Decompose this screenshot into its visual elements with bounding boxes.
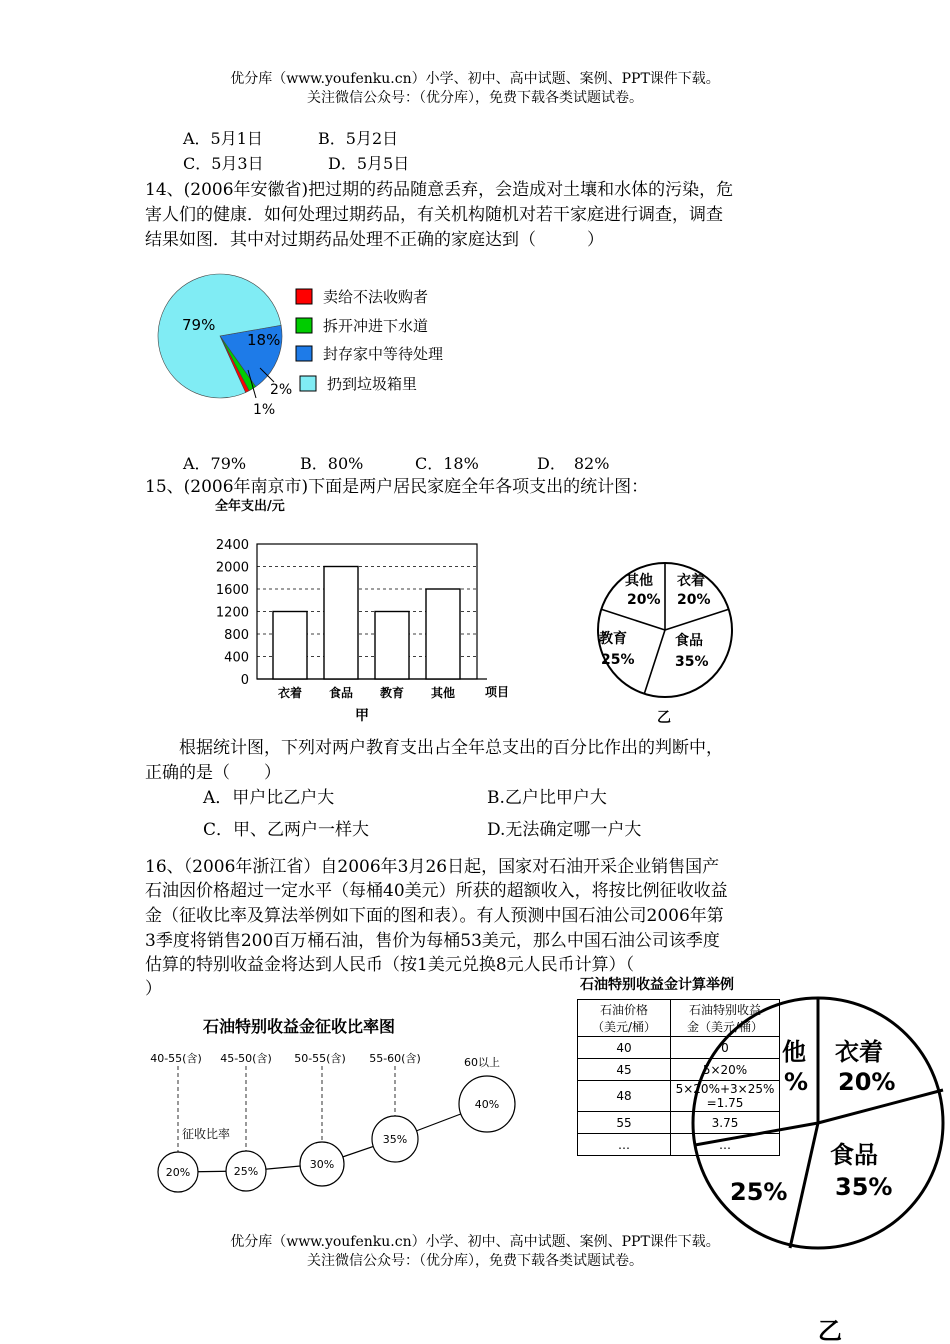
oil-price-range-label: 50-55(含): [294, 1052, 346, 1065]
header-line-1: 优分库（www.youfenku.cn）小学、初中、高中试题、案例、PPT课件下载。: [230, 71, 720, 87]
oil-price-range-label: 45-50(含): [220, 1052, 272, 1065]
pie1-label-79: 79%: [182, 316, 216, 334]
col-header-price-2: （美元/桶）: [591, 1020, 657, 1034]
bar-ytick-label: 400: [224, 650, 249, 666]
q16-line-4: 3季度将销售200百万桶石油，售价为每桶53美元，那么中国石油公司该季度: [145, 931, 720, 951]
table-cell-line-2: =1.75: [706, 1096, 744, 1110]
q15-option-c: C．甲、乙两户一样大: [203, 820, 370, 840]
bar-ytick-label: 0: [240, 673, 249, 688]
legend-swatch-blue: [296, 346, 312, 361]
oil-chart-annotation: 征收比率: [182, 1127, 231, 1141]
oil-rate-value: 40%: [474, 1098, 500, 1111]
pie2-label-clothing: 衣着: [677, 573, 705, 589]
table-cell: 5×20%: [671, 1059, 780, 1081]
bar-category-label: 教育: [379, 686, 405, 700]
pie2-pct-other: 20%: [627, 592, 661, 608]
large-pie-clothing-label: 衣着: [835, 1038, 883, 1066]
q14-option-c: C．18%: [415, 454, 479, 473]
q14-option-a: A．79%: [183, 454, 247, 473]
pie2-pct-education: 25%: [601, 652, 635, 668]
q16-line-3: 金（征收比率及算法举例如下面的图和表）。有人预测中国石油公司2006年第: [145, 906, 724, 926]
large-pie-clothing-pct: 20%: [838, 1068, 896, 1096]
pie2-label-other: 其他: [625, 573, 653, 589]
q16-line-1: 16、（2006年浙江省）自2006年3月26日起，国家对石油开采企业销售国产: [145, 857, 720, 877]
q15-option-a: A．甲户比乙户大: [203, 788, 335, 808]
footer-line-1: 优分库（www.youfenku.cn）小学、初中、高中试题、案例、PPT课件下载。: [230, 1234, 720, 1250]
pie1-label-1: 1%: [253, 402, 276, 418]
pie2-pct-food: 35%: [675, 654, 709, 670]
q15-bar-chart: [205, 492, 535, 722]
q15-option-b: B.乙户比甲户大: [487, 788, 607, 808]
table-cell: 48: [578, 1081, 671, 1112]
q16-line-5: 估算的特别收益金将达到人民币（按1美元兑换8元人民币计算）（: [145, 955, 635, 975]
table-cell-line-1: 5×20%+3×25%: [675, 1082, 775, 1096]
q14-option-b: B．80%: [300, 454, 364, 473]
q13-option-a: A．5月1日: [183, 129, 263, 148]
table-row: [578, 1037, 780, 1059]
legend-label-2: 拆开冲进下水道: [323, 317, 429, 335]
oil-price-range-label: 55-60(含): [369, 1052, 421, 1065]
bar-ylabel: 全年支出/元: [215, 499, 285, 514]
q14-line-2: 害人们的健康．如何处理过期药品，有关机构随机对若干家庭进行调查，调查: [145, 205, 723, 225]
bar-教育: [375, 612, 409, 680]
table-cell: [671, 1081, 780, 1112]
q15-line-1: 15、(2006年南京市)下面是两户居民家庭全年各项支出的统计图：: [145, 477, 649, 497]
q13-option-c: C．5月3日: [183, 154, 264, 173]
oil-rate-value: 30%: [309, 1158, 335, 1171]
oil-rate-chart: [140, 1040, 540, 1200]
bar-category-label: 其他: [430, 686, 456, 700]
q14-line-3: 结果如图．其中对过期药品处理不正确的家庭达到（ ）: [145, 230, 604, 250]
pie2-title: 乙: [657, 710, 671, 726]
oil-rate-value: 25%: [233, 1165, 259, 1178]
q15-line-2: 根据统计图，下列对两户教育支出占全年总支出的百分比作出的判断中，: [145, 738, 723, 758]
table-cell: 3.75: [671, 1112, 780, 1134]
large-pie-title: 乙: [818, 1317, 842, 1344]
bar-category-label: 食品: [328, 686, 354, 700]
table-cell: 55: [578, 1112, 671, 1134]
table-row: [578, 1059, 780, 1081]
legend-swatch-green: [296, 318, 312, 333]
large-pie-other-pct: %: [784, 1068, 809, 1096]
pie1-legend: [296, 288, 443, 393]
footer-line-2: 关注微信公众号：（优分库），免费下载各类试题试卷。: [307, 1253, 643, 1269]
pie2-pct-clothing: 20%: [677, 592, 711, 608]
legend-swatch-red: [296, 289, 312, 304]
pie1-label-2: 2%: [270, 382, 293, 398]
oil-price-range-label: 40-55(含): [150, 1052, 202, 1065]
oil-price-range-label: 60以上: [464, 1056, 500, 1069]
legend-swatch-cyan: [300, 376, 316, 391]
large-pie-food-label: 食品: [830, 1141, 878, 1169]
q13-option-b: B．5月2日: [318, 129, 399, 148]
pie2-label-education: 教育: [599, 631, 627, 647]
calc-table: [577, 999, 780, 1156]
legend-label-1: 卖给不法收购者: [323, 288, 429, 306]
q16-line-2: 石油因价格超过一定水平（每桶40美元）所获的超额收入，将按比例征收收益: [145, 881, 728, 901]
oil-chart-title: 石油特别收益金征收比率图: [203, 1017, 396, 1036]
legend-label-3: 封存家中等待处理: [323, 345, 444, 363]
table-cell: 0: [671, 1037, 780, 1059]
bar-衣着: [273, 612, 307, 680]
q14-line-1: 14、(2006年安徽省)把过期的药品随意丢弃，会造成对土壤和水体的污染，危: [145, 180, 734, 200]
oil-rate-value: 35%: [382, 1133, 408, 1146]
header-line-2: 关注微信公众号：（优分库），免费下载各类试题试卷。: [307, 90, 643, 106]
q15-line-3: 正确的是（ ）: [145, 763, 281, 783]
table-cell: 40: [578, 1037, 671, 1059]
bar-食品: [324, 567, 358, 680]
bar-ytick-label: 800: [224, 628, 249, 643]
col-header-fee-2: 金（美元/桶）: [686, 1020, 764, 1034]
legend-label-4: 扔到垃圾箱里: [327, 375, 418, 393]
bar-其他: [426, 589, 460, 679]
q14-option-d: D． 82%: [537, 454, 610, 473]
oil-rate-value: 20%: [165, 1166, 191, 1179]
col-header-fee-1: 石油特别收益: [688, 1003, 761, 1017]
large-pie-other-char: 他: [782, 1038, 806, 1066]
table-cell: …: [671, 1134, 780, 1156]
bar-title: 甲: [355, 708, 369, 722]
bar-category-label: 衣着: [277, 686, 303, 700]
q15-pie-yi: [585, 560, 755, 730]
pie1-label-18: 18%: [247, 331, 281, 349]
large-pie-education-pct: 25%: [730, 1178, 788, 1206]
bar-ytick-label: 2400: [215, 538, 249, 553]
table-cell: 45: [578, 1059, 671, 1081]
pie2-label-food: 食品: [675, 633, 703, 649]
table-row: [578, 1134, 780, 1156]
table-cell: …: [578, 1134, 671, 1156]
q14-pie-chart: [150, 270, 470, 430]
q15-option-d: D.无法确定哪一户大: [487, 820, 642, 840]
calc-table-title: 石油特别收益金计算举例: [580, 977, 734, 993]
bar-ytick-label: 2000: [215, 560, 249, 576]
q16-line-6: ）: [145, 979, 162, 999]
bar-xlabel: 项目: [485, 685, 510, 699]
table-row: [578, 1112, 780, 1134]
calc-table-header: [578, 1000, 780, 1037]
table-row: [578, 1081, 780, 1112]
large-pie-food-pct: 35%: [835, 1173, 893, 1201]
bar-ytick-label: 1200: [215, 605, 249, 621]
q13-option-d: D．5月5日: [328, 154, 410, 173]
bar-ytick-label: 1600: [215, 583, 249, 598]
col-header-price-1: 石油价格: [599, 1003, 648, 1017]
